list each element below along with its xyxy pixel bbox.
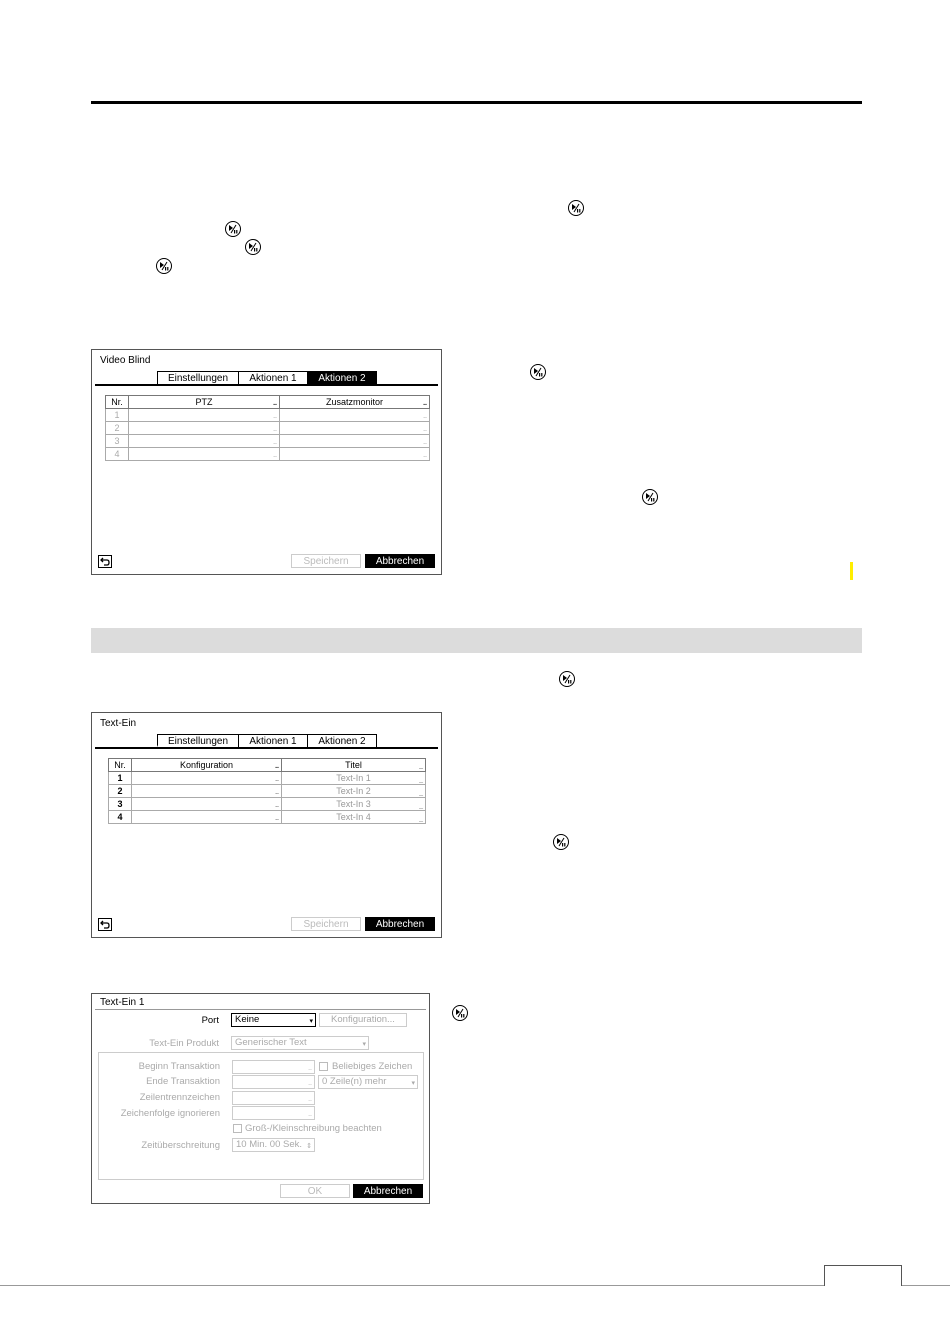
- row-number: 1: [109, 772, 132, 785]
- start-transaction-field[interactable]: ..: [232, 1060, 315, 1074]
- line-separator-field[interactable]: ..: [232, 1091, 315, 1105]
- row-number: 4: [106, 448, 129, 461]
- end-transaction-label: Ende Transaktion: [146, 1076, 220, 1087]
- zusatzmonitor-cell[interactable]: ..: [280, 435, 430, 448]
- start-transaction-label: Beginn Transaktion: [138, 1061, 220, 1072]
- ptz-cell[interactable]: ..: [129, 409, 280, 422]
- zusatzmonitor-cell[interactable]: ..: [280, 448, 430, 461]
- tab-einstellungen[interactable]: Einstellungen: [157, 734, 239, 747]
- column-header-nr: Nr.: [109, 759, 132, 772]
- tab-aktionen-2[interactable]: Aktionen 2: [307, 371, 377, 384]
- section-header-bar: [91, 628, 862, 653]
- ptz-cell[interactable]: ..: [129, 435, 280, 448]
- konfiguration-cell[interactable]: ..: [132, 785, 282, 798]
- zusatzmonitor-cell[interactable]: ..: [280, 409, 430, 422]
- titel-cell[interactable]: Text-In 1 _: [282, 772, 426, 785]
- configuration-button[interactable]: Konfiguration...: [319, 1013, 407, 1027]
- column-header-zusatzmonitor[interactable]: Zusatzmonitor ..: [280, 396, 430, 409]
- window-title: Text-Ein 1: [100, 997, 145, 1008]
- table-row: [106, 422, 430, 435]
- row-number: 4: [109, 811, 132, 824]
- play-pause-icon: [530, 364, 546, 380]
- play-pause-icon: [642, 489, 658, 505]
- konfiguration-cell[interactable]: ..: [132, 811, 282, 824]
- text-ein-window: [91, 712, 442, 938]
- tab-aktionen-1[interactable]: Aktionen 1: [238, 734, 308, 747]
- ignore-string-label: Zeichenfolge ignorieren: [120, 1108, 220, 1119]
- actions-table: [105, 395, 430, 461]
- table-row: [109, 811, 426, 824]
- cancel-button[interactable]: Abbrechen: [353, 1184, 423, 1198]
- back-arrow-icon[interactable]: [98, 918, 112, 931]
- table-row: [106, 409, 430, 422]
- play-pause-icon: [156, 258, 172, 274]
- tab-divider: [95, 384, 438, 386]
- column-header-titel[interactable]: Titel _: [282, 759, 426, 772]
- row-number: 2: [109, 785, 132, 798]
- video-blind-window: [91, 349, 442, 575]
- table-row: [109, 785, 426, 798]
- tab-aktionen-2[interactable]: Aktionen 2: [307, 734, 377, 747]
- window-title: Video Blind: [100, 355, 151, 366]
- tab-aktionen-1[interactable]: Aktionen 1: [238, 371, 308, 384]
- timeout-spinner[interactable]: 10 Min. 00 Sek. ⇕: [232, 1138, 315, 1152]
- column-header-konfiguration[interactable]: Konfiguration ..: [132, 759, 282, 772]
- title-divider: [95, 1009, 426, 1010]
- play-pause-icon: [245, 239, 261, 255]
- any-char-label: Beliebiges Zeichen: [332, 1061, 413, 1072]
- header-rule: [91, 101, 862, 104]
- product-label: Text-Ein Produkt: [149, 1038, 219, 1049]
- page-number-tab: [824, 1265, 902, 1286]
- column-header-ptz[interactable]: PTZ ..: [129, 396, 280, 409]
- table-row: [106, 435, 430, 448]
- table-row: [109, 772, 426, 785]
- play-pause-icon: [553, 834, 569, 850]
- play-pause-icon: [559, 671, 575, 687]
- play-pause-icon: [452, 1005, 468, 1021]
- cancel-button[interactable]: Abbrechen: [365, 917, 435, 931]
- row-number: 3: [109, 798, 132, 811]
- more-lines-dropdown[interactable]: 0 Zeile(n) mehr ▾: [318, 1075, 418, 1089]
- ptz-cell[interactable]: ..: [129, 422, 280, 435]
- konfiguration-cell[interactable]: ..: [132, 798, 282, 811]
- titel-cell[interactable]: Text-In 3 _: [282, 798, 426, 811]
- timeout-label: Zeitüberschreitung: [141, 1140, 220, 1151]
- ptz-cell[interactable]: ..: [129, 448, 280, 461]
- text-ein-1-window: [91, 993, 430, 1204]
- case-sensitive-label: Groß-/Kleinschreibung beachten: [245, 1123, 382, 1134]
- product-dropdown[interactable]: Generischer Text ▾: [231, 1036, 369, 1050]
- window-title: Text-Ein: [100, 718, 137, 729]
- any-char-checkbox[interactable]: [319, 1062, 328, 1071]
- case-sensitive-checkbox[interactable]: [233, 1124, 242, 1133]
- footer-rule: [0, 1285, 950, 1286]
- table-row: [106, 448, 430, 461]
- cancel-button[interactable]: Abbrechen: [365, 554, 435, 568]
- line-separator-label: Zeilentrennzeichen: [139, 1092, 220, 1103]
- end-transaction-field[interactable]: ..: [232, 1075, 315, 1089]
- ok-button[interactable]: OK: [280, 1184, 350, 1198]
- play-pause-icon: [568, 200, 584, 216]
- konfiguration-cell[interactable]: ..: [132, 772, 282, 785]
- row-number: 2: [106, 422, 129, 435]
- zusatzmonitor-cell[interactable]: ..: [280, 422, 430, 435]
- text-in-table: [108, 758, 426, 824]
- port-dropdown[interactable]: Keine ▾: [231, 1013, 316, 1027]
- play-pause-icon: [225, 221, 241, 237]
- port-label: Port: [201, 1015, 219, 1026]
- back-arrow-icon[interactable]: [98, 555, 112, 568]
- highlight-marker: [850, 562, 853, 580]
- tab-einstellungen[interactable]: Einstellungen: [157, 371, 239, 384]
- row-number: 1: [106, 409, 129, 422]
- table-row: [109, 798, 426, 811]
- save-button[interactable]: Speichern: [291, 554, 361, 568]
- titel-cell[interactable]: Text-In 4 _: [282, 811, 426, 824]
- ignore-string-field[interactable]: ..: [232, 1106, 315, 1120]
- save-button[interactable]: Speichern: [291, 917, 361, 931]
- titel-cell[interactable]: Text-In 2 _: [282, 785, 426, 798]
- column-header-nr: Nr.: [106, 396, 129, 409]
- row-number: 3: [106, 435, 129, 448]
- tab-divider: [95, 747, 438, 749]
